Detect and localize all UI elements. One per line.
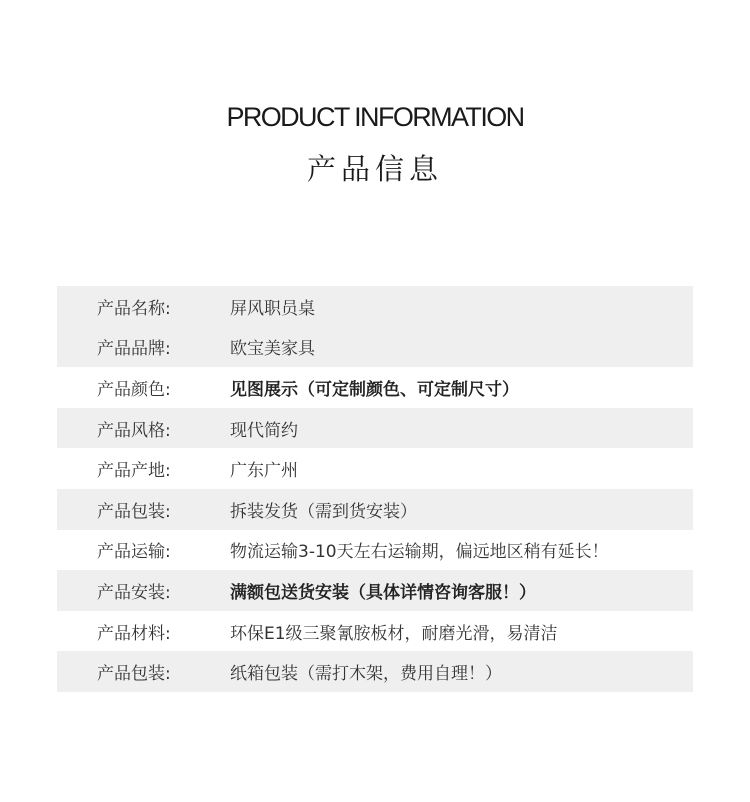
info-row-shipping	[57, 530, 693, 571]
row-label: 产品运输:	[97, 542, 171, 563]
row-value: 物流运输3-10天左右运输期，偏远地区稍有延长！	[230, 542, 609, 563]
row-value: 欧宝美家具	[230, 339, 315, 360]
row-value: 见图展示（可定制颜色、可定制尺寸）	[230, 379, 519, 400]
info-row-name	[57, 286, 693, 327]
row-label: 产品名称:	[97, 298, 171, 319]
row-value: 屏风职员桌	[230, 298, 315, 319]
row-label: 产品包装:	[97, 664, 171, 685]
row-value: 广东广州	[230, 461, 298, 482]
row-label: 产品产地:	[97, 461, 171, 482]
row-value: 满额包送货安装（具体详情咨询客服！）	[230, 582, 536, 603]
title-english: PRODUCT INFORMATION	[226, 102, 524, 132]
row-label: 产品安装:	[97, 582, 171, 603]
row-value: 现代简约	[230, 420, 298, 441]
title-chinese: 产品信息	[306, 152, 443, 186]
row-value: 纸箱包装（需打木架，费用自理！）	[230, 664, 502, 685]
row-value: 拆装发货（需到货安装）	[230, 501, 417, 522]
info-row-packaging	[57, 489, 693, 530]
info-row-origin	[57, 448, 693, 489]
product-info-table	[57, 286, 693, 692]
info-row-style	[57, 408, 693, 449]
row-label: 产品品牌:	[97, 339, 171, 360]
info-row-packaging-2	[57, 651, 693, 692]
row-value: 环保E1级三聚氰胺板材，耐磨光滑，易清洁	[230, 623, 558, 644]
info-row-material	[57, 611, 693, 652]
row-label: 产品包装:	[97, 501, 171, 522]
info-row-installation	[57, 570, 693, 611]
row-label: 产品材料:	[97, 623, 171, 644]
row-label: 产品颜色:	[97, 379, 171, 400]
info-row-color	[57, 367, 693, 408]
info-row-brand	[57, 327, 693, 368]
row-label: 产品风格:	[97, 420, 171, 441]
